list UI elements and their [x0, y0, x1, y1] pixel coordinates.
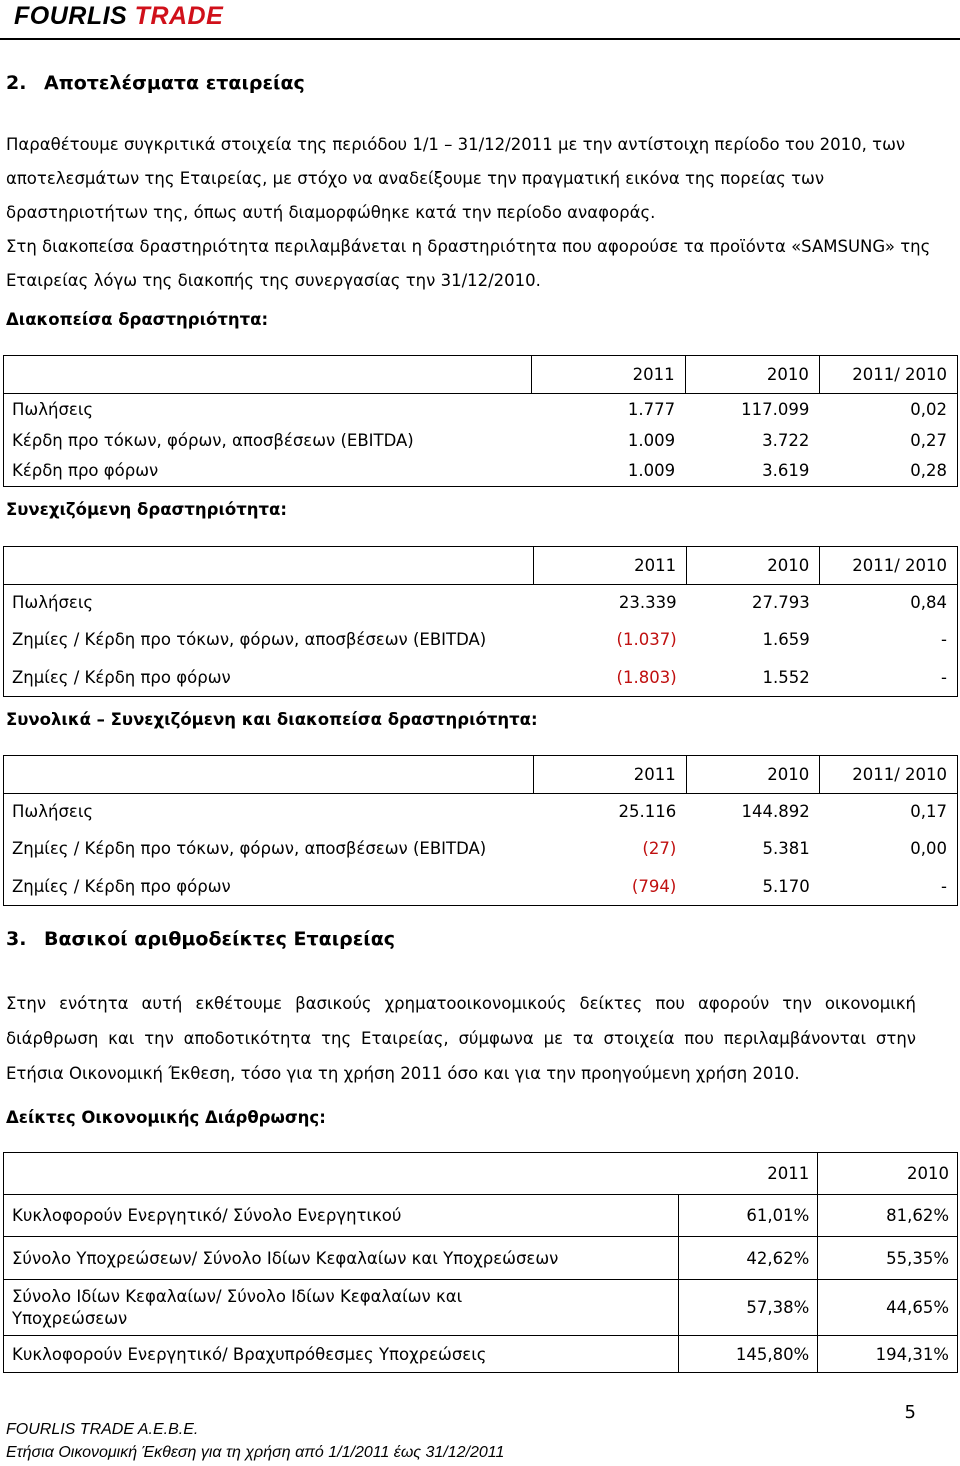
cell-2011: 145,80%: [678, 1336, 818, 1373]
header-rule: [0, 38, 960, 40]
col-ratio: 2011/ 2010: [820, 547, 958, 585]
col-2010: 2010: [687, 547, 820, 585]
col-ratio: 2011/ 2010: [820, 756, 958, 794]
section-3-heading: [6, 928, 395, 950]
table-row: [4, 1280, 958, 1336]
col-2010: 2010: [685, 356, 819, 394]
table-row: [4, 1237, 958, 1280]
cell-2010: 194,31%: [818, 1336, 958, 1373]
col-2010: 2010: [818, 1153, 958, 1195]
continuing-label: Συνεχιζόμενη δραστηριότητα:: [6, 500, 287, 519]
logo-fourlis: FOURLIS: [14, 2, 128, 30]
col-2010: 2010: [686, 756, 819, 794]
cell-ratio: -: [941, 667, 947, 687]
cell-ratio: 0,27: [910, 430, 947, 450]
page-number: 5: [904, 1402, 916, 1423]
row-label: Ζημίες / Κέρδη προ τόκων, φόρων, αποσβέσεων (EBITDA): [12, 839, 487, 858]
cell-ratio: -: [941, 876, 947, 896]
col-2011: 2011: [678, 1153, 818, 1195]
cell-2010: 1.659: [762, 630, 810, 649]
cell-2011: 1.777: [627, 399, 676, 419]
table-row: [4, 1336, 958, 1373]
cell-2011: 61,01%: [678, 1195, 818, 1237]
cell-2010: 27.793: [751, 593, 810, 613]
cell-2010: 5.170: [762, 876, 810, 896]
cell-2010: 44,65%: [818, 1280, 958, 1336]
total-table: [3, 755, 958, 906]
samsung-paragraph: Στη διακοπείσα δραστηριότητα περιλαμβάνεται η δραστηριότητα που αφορούσε τα προϊόντα «SAMSUNG» της Εταιρείας λόγω της διακοπής της συνεργασίας την 31/12/2010.: [6, 237, 931, 290]
table-header-row: [4, 756, 958, 794]
table-header-row: [4, 1153, 958, 1195]
col-2011: 2011: [531, 356, 685, 394]
table-row: [4, 659, 958, 697]
cell-ratio: 0,00: [910, 839, 947, 858]
cell-ratio: 0,17: [910, 802, 947, 822]
table-row: [4, 794, 958, 830]
row-label: Ζημίες / Κέρδη προ φόρων: [12, 667, 231, 687]
cell-2011: 57,38%: [678, 1280, 818, 1336]
table-row: [4, 456, 958, 487]
cell-2010: 5.381: [762, 839, 810, 858]
footer-company: FOURLIS TRADE A.E.B.E.: [6, 1421, 199, 1438]
cell-ratio: 0,02: [910, 399, 947, 419]
section-3-title: Βασικοί αριθμοδείκτες Εταιρείας: [44, 928, 396, 950]
col-ratio: 2011/ 2010: [819, 356, 957, 394]
cell-2010: 55,35%: [818, 1237, 958, 1280]
table-header-row: [4, 547, 958, 585]
cell-2011: 42,62%: [678, 1237, 818, 1280]
discontinued-label: Διακοπείσα δραστηριότητα:: [6, 310, 269, 329]
cell-ratio: 0,28: [910, 461, 947, 481]
cell-2011: (27): [642, 839, 677, 858]
col-2011: 2011: [533, 547, 686, 585]
cell-2011: (1.803): [616, 667, 677, 687]
section-2-title: Αποτελέσματα εταιρείας: [44, 72, 305, 94]
row-label: Ζημίες / Κέρδη προ φόρων: [12, 876, 231, 896]
logo-trade: TRADE: [134, 2, 224, 30]
cell-2011: 25.116: [618, 802, 677, 822]
ratios-intro-paragraph: Στην ενότητα αυτή εκθέτουμε βασικούς χρηματοοικονομικούς δείκτες που αφορούν την οικονομική διάρθρωση και την αποδοτικότητα της Εταιρείας, σύμφωνα με τα στοιχεία που περιλαμβάνονται στην Ετήσια Οικονομική Έκθεση, τόσο για τη χρήση 2011 όσο και για την προηγούμενη χρήση 2010.: [6, 994, 916, 1083]
cell-2011: 1.009: [627, 461, 676, 481]
section-2-heading: [6, 72, 305, 94]
section-3-number: 3.: [6, 928, 27, 950]
intro-paragraph: Παραθέτουμε συγκριτικά στοιχεία της περιόδου 1/1 – 31/12/2011 με την αντίστοιχη περίοδο του 2010, των αποτελεσμάτων της Εταιρείας, με στόχο να αναδείξουμε την πραγματική εικόνα της πορείας των δραστηριοτήτων της, όπως αυτή διαμορφώθηκε κατά την περίοδο αναφοράς.: [6, 135, 906, 222]
table-row: [4, 1195, 958, 1237]
continuing-table: [3, 546, 958, 697]
row-label: Σύνολο Υποχρεώσεων/ Σύνολο Ιδίων Κεφαλαίων και Υποχρεώσεων: [4, 1237, 679, 1280]
cell-ratio: 0,84: [910, 593, 947, 613]
cell-2010: 117.099: [741, 399, 810, 419]
row-label: Πωλήσεις: [12, 399, 94, 419]
cell-ratio: -: [941, 630, 947, 649]
row-label: Πωλήσεις: [12, 593, 94, 613]
table-row: [4, 830, 958, 868]
row-label: Κυκλοφορούν Ενεργητικό/ Βραχυπρόθεσμες Υποχρεώσεις: [4, 1336, 679, 1373]
table-row: [4, 394, 958, 425]
cell-2010: 81,62%: [818, 1195, 958, 1237]
row-label: Ζημίες / Κέρδη προ τόκων, φόρων, αποσβέσεων (EBITDA): [12, 630, 487, 649]
row-label: Σύνολο Ιδίων Κεφαλαίων/ Σύνολο Ιδίων Κεφαλαίων και Υποχρεώσεων: [4, 1280, 679, 1336]
ratios-table: [3, 1152, 958, 1373]
table-row: [4, 425, 958, 456]
table-row: [4, 868, 958, 906]
page-footer: [6, 1418, 504, 1464]
cell-2010: 3.619: [762, 461, 810, 481]
col-2011: 2011: [533, 756, 686, 794]
company-logo: [14, 2, 223, 31]
row-label: Πωλήσεις: [12, 802, 94, 822]
footer-report-title: Ετήσια Οικονομική Έκθεση για τη χρήση από 1/1/2011 έως 31/12/2011: [6, 1444, 505, 1461]
cell-2011: (1.037): [616, 630, 677, 649]
cell-2011: 1.009: [627, 430, 676, 450]
cell-2010: 3.722: [762, 430, 810, 450]
discontinued-table: [3, 355, 958, 487]
table-header-row: [4, 356, 958, 394]
cell-2010: 1.552: [762, 667, 810, 687]
ratios-label: Δείκτες Οικονομικής Διάρθρωσης:: [6, 1108, 326, 1127]
row-label: Κυκλοφορούν Ενεργητικό/ Σύνολο Ενεργητικού: [4, 1195, 679, 1237]
table-row: [4, 585, 958, 621]
cell-2011: 23.339: [618, 593, 677, 613]
table-row: [4, 621, 958, 659]
section-2-number: 2.: [6, 72, 27, 94]
row-label: Κέρδη προ τόκων, φόρων, αποσβέσεων (EBITDA): [12, 430, 414, 450]
cell-2011: (794): [631, 876, 677, 896]
row-label: Κέρδη προ φόρων: [12, 461, 159, 481]
total-label: Συνολικά – Συνεχιζόμενη και διακοπείσα δραστηριότητα:: [6, 710, 538, 729]
cell-2010: 144.892: [741, 802, 810, 822]
